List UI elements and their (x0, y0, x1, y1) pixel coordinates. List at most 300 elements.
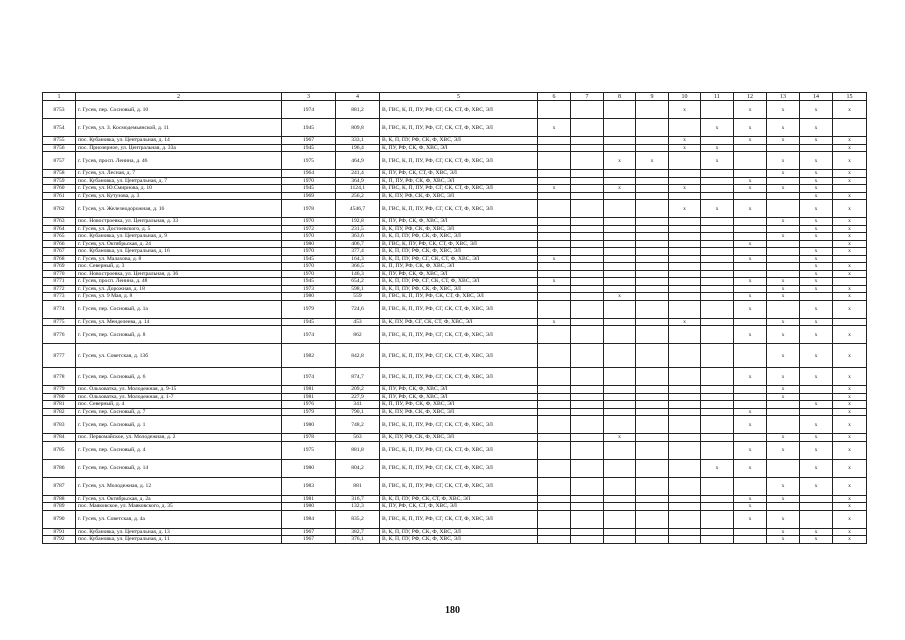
mark-cell-col-10 (669, 459, 701, 477)
mark-cell-col-10 (669, 528, 701, 536)
column-number-7: 7 (571, 93, 604, 101)
mark-cell-col-11 (701, 218, 734, 226)
mark-cell-col-10: x (669, 200, 701, 218)
table-row (43, 144, 867, 152)
table-row (43, 386, 867, 394)
mark-cell-col-14: x (800, 225, 833, 233)
mark-cell-col-11 (701, 293, 734, 301)
mark-cell-col-9 (636, 137, 669, 145)
table-row (43, 185, 867, 193)
mark-cell-col-8 (604, 101, 636, 119)
mark-cell-col-12: x (734, 459, 767, 477)
area-cell: 748,2 (336, 416, 380, 434)
address-cell: г. Гусев, ул. Железнодорожная, д. 16 (76, 200, 282, 218)
table-row (43, 293, 867, 301)
year-cell: 1979 (282, 408, 336, 416)
mark-cell-col-14 (800, 240, 833, 248)
mark-cell-col-6 (538, 177, 571, 185)
address-cell: пос. Кубановка, ул. Центральная, д. 13 (76, 528, 282, 536)
mark-cell-col-14: x (800, 233, 833, 241)
mark-cell-col-12: x (734, 177, 767, 185)
systems-cell: В, К, П, ПУ, РФ, СК, СТ, Ф, ХВС, ЭЛ (380, 495, 538, 503)
area-cell: 364,9 (336, 177, 380, 185)
systems-cell: В, ГВС, К, П, ПУ, РФ, СГ, СК, СТ, Ф, ХВС, ЭЛ (380, 101, 538, 119)
mark-cell-col-12: x (734, 368, 767, 386)
systems-cell: В, ГВС, К, ПУ, РФ, СК, СТ, Ф, ХВС, ЭЛ (380, 240, 538, 248)
year-cell: 1967 (282, 536, 336, 544)
mark-cell-col-10 (669, 326, 701, 344)
mark-cell-col-11 (701, 300, 734, 318)
year-cell: 1975 (282, 441, 336, 459)
mark-cell-col-12: x (734, 416, 767, 434)
mark-cell-col-14: x (800, 344, 833, 368)
mark-cell-col-10 (669, 401, 701, 409)
record-number: 8767 (43, 248, 76, 256)
record-number: 8758 (43, 170, 76, 178)
address-cell: г. Гусев, просп. Ленина, д. 46 (76, 152, 282, 170)
mark-cell-col-10 (669, 393, 701, 401)
address-cell: г. Гусев, пер. Сосновый, д. 6 (76, 368, 282, 386)
mark-cell-col-10 (669, 170, 701, 178)
mark-cell-col-9 (636, 101, 669, 119)
mark-cell-col-13: x (767, 152, 800, 170)
area-cell: 881,8 (336, 441, 380, 459)
year-cell: 1978 (282, 434, 336, 442)
year-cell: 1970 (282, 270, 336, 278)
mark-cell-col-9 (636, 416, 669, 434)
mark-cell-col-14: x (800, 218, 833, 226)
systems-cell: В, К, П, ПУ, РФ, СК, Ф, ХВС, ЭЛ (380, 536, 538, 544)
area-cell: 874,7 (336, 368, 380, 386)
mark-cell-col-10 (669, 536, 701, 544)
table-row (43, 503, 867, 511)
mark-cell-col-12: x (734, 240, 767, 248)
year-cell: 1980 (282, 293, 336, 301)
area-cell: 654,2 (336, 278, 380, 286)
mark-cell-col-9 (636, 528, 669, 536)
mark-cell-col-15: x (833, 393, 867, 401)
area-cell: 376,1 (336, 536, 380, 544)
mark-cell-col-15: x (833, 401, 867, 409)
mark-cell-col-10 (669, 477, 701, 495)
mark-cell-col-13 (767, 240, 800, 248)
table-row (43, 510, 867, 528)
area-cell: 146,3 (336, 270, 380, 278)
mark-cell-col-6 (538, 536, 571, 544)
mark-cell-col-12 (734, 285, 767, 293)
year-cell: 1981 (282, 386, 336, 394)
mark-cell-col-14: x (800, 255, 833, 263)
mark-cell-col-7 (571, 248, 604, 256)
mark-cell-col-14: x (800, 300, 833, 318)
mark-cell-col-10 (669, 119, 701, 137)
mark-cell-col-11 (701, 344, 734, 368)
mark-cell-col-9 (636, 393, 669, 401)
mark-cell-col-6 (538, 408, 571, 416)
area-cell: 790,1 (336, 408, 380, 416)
record-number: 8766 (43, 240, 76, 248)
year-cell: 1945 (282, 318, 336, 326)
mark-cell-col-14: x (800, 477, 833, 495)
mark-cell-col-12 (734, 386, 767, 394)
mark-cell-col-6 (538, 233, 571, 241)
mark-cell-col-6 (538, 144, 571, 152)
mark-cell-col-10 (669, 152, 701, 170)
mark-cell-col-13 (767, 408, 800, 416)
mark-cell-col-14: x (800, 368, 833, 386)
mark-cell-col-9 (636, 218, 669, 226)
mark-cell-col-6: x (538, 318, 571, 326)
mark-cell-col-6 (538, 416, 571, 434)
area-cell: 341 (336, 401, 380, 409)
year-cell: 1964 (282, 170, 336, 178)
address-cell: г. Гусев, ул. 9 Мая, д. 8 (76, 293, 282, 301)
mark-cell-col-7 (571, 233, 604, 241)
mark-cell-col-14: x (800, 192, 833, 200)
mark-cell-col-12 (734, 144, 767, 152)
mark-cell-col-14: x (800, 441, 833, 459)
area-cell: 559 (336, 293, 380, 301)
mark-cell-col-10 (669, 300, 701, 318)
mark-cell-col-6 (538, 192, 571, 200)
table-row (43, 225, 867, 233)
record-number: 8781 (43, 401, 76, 409)
mark-cell-col-8 (604, 192, 636, 200)
column-number-header-row (43, 93, 867, 101)
mark-cell-col-14: x (800, 318, 833, 326)
mark-cell-col-9 (636, 270, 669, 278)
mark-cell-col-8 (604, 177, 636, 185)
year-cell: 1969 (282, 192, 336, 200)
table-row (43, 240, 867, 248)
record-number: 8780 (43, 393, 76, 401)
mark-cell-col-13: x (767, 477, 800, 495)
record-number: 8779 (43, 386, 76, 394)
mark-cell-col-7 (571, 536, 604, 544)
systems-cell: В, ГВС, К, П, ПУ, РФ, СГ, СК, СТ, Ф, ХВС, ЭЛ (380, 416, 538, 434)
mark-cell-col-11: x (701, 459, 734, 477)
year-cell: 1974 (282, 101, 336, 119)
mark-cell-col-11 (701, 408, 734, 416)
mark-cell-col-15: x (833, 144, 867, 152)
mark-cell-col-7 (571, 137, 604, 145)
area-cell: 1124,1 (336, 185, 380, 193)
record-number: 8786 (43, 459, 76, 477)
mark-cell-col-7 (571, 152, 604, 170)
area-cell: 192,8 (336, 218, 380, 226)
mark-cell-col-9 (636, 318, 669, 326)
systems-cell: В, ГВС, К, П, ПУ, РФ, СГ, СК, СТ, Ф, ХВС, ЭЛ (380, 185, 538, 193)
table-row (43, 233, 867, 241)
mark-cell-col-8 (604, 495, 636, 503)
mark-cell-col-15: x (833, 386, 867, 394)
table-row (43, 459, 867, 477)
mark-cell-col-8 (604, 326, 636, 344)
mark-cell-col-15: x (833, 495, 867, 503)
mark-cell-col-7 (571, 326, 604, 344)
record-number: 8789 (43, 503, 76, 511)
mark-cell-col-12: x (734, 326, 767, 344)
mark-cell-col-14: x (800, 119, 833, 137)
mark-cell-col-14 (800, 144, 833, 152)
mark-cell-col-14 (800, 393, 833, 401)
area-cell: 316,7 (336, 495, 380, 503)
mark-cell-col-13: x (767, 528, 800, 536)
systems-cell: В, ГВС, К, П, ПУ, РФ, СГ, СК, СТ, Ф, ХВС, ЭЛ (380, 119, 538, 137)
record-number: 8782 (43, 408, 76, 416)
mark-cell-col-9 (636, 285, 669, 293)
mark-cell-col-14 (800, 293, 833, 301)
mark-cell-col-6 (538, 285, 571, 293)
mark-cell-col-6 (538, 240, 571, 248)
mark-cell-col-8: x (604, 152, 636, 170)
mark-cell-col-7 (571, 300, 604, 318)
mark-cell-col-11 (701, 434, 734, 442)
year-cell: 1970 (282, 177, 336, 185)
systems-cell: В, К, П, ПУ, РФ, СК, Ф, ХВС, ЭЛ (380, 248, 538, 256)
area-cell: 333,1 (336, 137, 380, 145)
record-number: 8764 (43, 225, 76, 233)
mark-cell-col-8 (604, 278, 636, 286)
systems-cell: К, ПУ, РФ, СК, Ф, ХВС, ЭЛ (380, 386, 538, 394)
address-cell: г. Гусев, пер. Сосновый, д. 1 (76, 416, 282, 434)
mark-cell-col-6 (538, 300, 571, 318)
mark-cell-col-8 (604, 270, 636, 278)
mark-cell-col-9 (636, 119, 669, 137)
mark-cell-col-13 (767, 144, 800, 152)
mark-cell-col-6 (538, 170, 571, 178)
year-cell: 1975 (282, 152, 336, 170)
year-cell: 1970 (282, 263, 336, 271)
column-number-4: 4 (336, 93, 380, 101)
year-cell: 1945 (282, 119, 336, 137)
mark-cell-col-13: x (767, 170, 800, 178)
mark-cell-col-15: x (833, 408, 867, 416)
mark-cell-col-7 (571, 144, 604, 152)
mark-cell-col-12 (734, 434, 767, 442)
mark-cell-col-15: x (833, 240, 867, 248)
mark-cell-col-11 (701, 137, 734, 145)
record-number: 8785 (43, 441, 76, 459)
mark-cell-col-11 (701, 278, 734, 286)
systems-cell: В, К, ПУ, РФ, СГ, СК, СТ, Ф, ХВС, ЭЛ (380, 318, 538, 326)
mark-cell-col-14: x (800, 278, 833, 286)
address-cell: пос. Приозерное, ул. Центральная, д. 33а (76, 144, 282, 152)
mark-cell-col-8 (604, 170, 636, 178)
registry-table-container (42, 92, 853, 544)
mark-cell-col-14: x (800, 285, 833, 293)
mark-cell-col-11 (701, 225, 734, 233)
mark-cell-col-13 (767, 200, 800, 218)
mark-cell-col-9 (636, 344, 669, 368)
mark-cell-col-7 (571, 278, 604, 286)
record-number: 8771 (43, 278, 76, 286)
area-cell: 377,4 (336, 248, 380, 256)
mark-cell-col-15: x (833, 248, 867, 256)
mark-cell-col-10 (669, 503, 701, 511)
record-number: 8774 (43, 300, 76, 318)
year-cell: 1972 (282, 225, 336, 233)
table-row (43, 318, 867, 326)
mark-cell-col-14: x (800, 326, 833, 344)
column-number-6: 6 (538, 93, 571, 101)
mark-cell-col-11 (701, 401, 734, 409)
record-number: 8763 (43, 218, 76, 226)
table-row (43, 255, 867, 263)
mark-cell-col-8 (604, 503, 636, 511)
year-cell: 1945 (282, 185, 336, 193)
address-cell: г. Гусев, ул. Достоевского, д. 5 (76, 225, 282, 233)
mark-cell-col-9 (636, 144, 669, 152)
mark-cell-col-7 (571, 285, 604, 293)
mark-cell-col-7 (571, 218, 604, 226)
mark-cell-col-13: x (767, 318, 800, 326)
mark-cell-col-9: x (636, 152, 669, 170)
mark-cell-col-12 (734, 192, 767, 200)
address-cell: г. Гусев, ул. Лесная, д. 7 (76, 170, 282, 178)
mark-cell-col-7 (571, 401, 604, 409)
year-cell: 1980 (282, 416, 336, 434)
mark-cell-col-9 (636, 278, 669, 286)
mark-cell-col-12: x (734, 200, 767, 218)
mark-cell-col-7 (571, 386, 604, 394)
year-cell: 1970 (282, 233, 336, 241)
area-cell: 406,7 (336, 240, 380, 248)
address-cell: г. Гусев, ул. Кутузова, д. 3 (76, 192, 282, 200)
mark-cell-col-7 (571, 495, 604, 503)
mark-cell-col-9 (636, 248, 669, 256)
mark-cell-col-7 (571, 177, 604, 185)
mark-cell-col-6 (538, 401, 571, 409)
mark-cell-col-6: x (538, 255, 571, 263)
mark-cell-col-15: x (833, 300, 867, 318)
mark-cell-col-6 (538, 503, 571, 511)
systems-cell: В, К, П, ПУ, РФ, СК, Ф, ХВС, ЭЛ (380, 137, 538, 145)
mark-cell-col-7 (571, 441, 604, 459)
systems-cell: В, ГВС, К, П, ПУ, РФ, СГ, СК, СТ, Ф, ХВС, ЭЛ (380, 200, 538, 218)
mark-cell-col-15: x (833, 344, 867, 368)
mark-cell-col-8 (604, 200, 636, 218)
mark-cell-col-7 (571, 185, 604, 193)
address-cell: г. Гусев, ул. Октябрьская, д. 2а (76, 495, 282, 503)
year-cell: 1945 (282, 255, 336, 263)
mark-cell-col-13: x (767, 441, 800, 459)
record-number: 8759 (43, 177, 76, 185)
mark-cell-col-10 (669, 416, 701, 434)
area-cell: 598,1 (336, 285, 380, 293)
mark-cell-col-13 (767, 192, 800, 200)
mark-cell-col-15: x (833, 416, 867, 434)
mark-cell-col-13: x (767, 233, 800, 241)
address-cell: г. Гусев, пер. Сосновый, д. 10 (76, 101, 282, 119)
mark-cell-col-9 (636, 170, 669, 178)
year-cell: 1980 (282, 459, 336, 477)
mark-cell-col-15 (833, 318, 867, 326)
record-number: 8769 (43, 263, 76, 271)
mark-cell-col-15: x (833, 225, 867, 233)
mark-cell-col-6 (538, 528, 571, 536)
page-number: 180 (445, 605, 460, 616)
column-number-8: 8 (604, 93, 636, 101)
mark-cell-col-6 (538, 263, 571, 271)
address-cell: пос. Кубановка, ул. Центральная, д. 9 (76, 233, 282, 241)
mark-cell-col-7 (571, 510, 604, 528)
mark-cell-col-9 (636, 459, 669, 477)
mark-cell-col-9 (636, 536, 669, 544)
column-number-14: 14 (800, 93, 833, 101)
record-number: 8754 (43, 119, 76, 137)
mark-cell-col-7 (571, 101, 604, 119)
record-number: 8768 (43, 255, 76, 263)
mark-cell-col-6 (538, 101, 571, 119)
mark-cell-col-8 (604, 285, 636, 293)
mark-cell-col-6 (538, 137, 571, 145)
mark-cell-col-11 (701, 240, 734, 248)
mark-cell-col-12 (734, 344, 767, 368)
mark-cell-col-8 (604, 144, 636, 152)
area-cell: 132,3 (336, 503, 380, 511)
column-number-11: 11 (701, 93, 734, 101)
mark-cell-col-14: x (800, 152, 833, 170)
mark-cell-col-13: x (767, 285, 800, 293)
address-cell: г. Гусев, пер. Сосновый, д. 1а (76, 300, 282, 318)
mark-cell-col-9 (636, 368, 669, 386)
mark-cell-col-9 (636, 510, 669, 528)
mark-cell-col-12: x (734, 300, 767, 318)
area-cell: 4546,7 (336, 200, 380, 218)
mark-cell-col-9 (636, 240, 669, 248)
mark-cell-col-14: x (800, 170, 833, 178)
mark-cell-col-6: x (538, 119, 571, 137)
table-row (43, 263, 867, 271)
systems-cell: В, ГВС, К, П, ПУ, РФ, СК, СТ, Ф, ХВС, ЭЛ (380, 293, 538, 301)
area-cell: 256,2 (336, 192, 380, 200)
mark-cell-col-14: x (800, 459, 833, 477)
mark-cell-col-7 (571, 270, 604, 278)
mark-cell-col-6 (538, 495, 571, 503)
mark-cell-col-13: x (767, 386, 800, 394)
table-row (43, 326, 867, 344)
mark-cell-col-12 (734, 393, 767, 401)
mark-cell-col-11 (701, 318, 734, 326)
year-cell: 1979 (282, 300, 336, 318)
address-cell: пос. Северный, д. 3 (76, 263, 282, 271)
mark-cell-col-9 (636, 263, 669, 271)
mark-cell-col-10 (669, 408, 701, 416)
address-cell: г. Гусев, ул. Дорожная, д. 18 (76, 285, 282, 293)
mark-cell-col-7 (571, 293, 604, 301)
record-number: 8776 (43, 326, 76, 344)
mark-cell-col-8 (604, 218, 636, 226)
mark-cell-col-10 (669, 285, 701, 293)
record-number: 8778 (43, 368, 76, 386)
systems-cell: К, ПУ, РФ, СК, Ф, ХВС, ЭЛ (380, 218, 538, 226)
table-row (43, 278, 867, 286)
mark-cell-col-12 (734, 318, 767, 326)
mark-cell-col-9 (636, 233, 669, 241)
mark-cell-col-11 (701, 441, 734, 459)
record-number: 8784 (43, 434, 76, 442)
column-number-5: 5 (380, 93, 538, 101)
mark-cell-col-10: x (669, 318, 701, 326)
address-cell: г. Гусев, ул. Октябрьская, д. 24 (76, 240, 282, 248)
area-cell: 804,2 (336, 459, 380, 477)
mark-cell-col-15: x (833, 326, 867, 344)
systems-cell: В, К, П, ПУ, РФ, СК, Ф, ХВС, ЭЛ (380, 285, 538, 293)
systems-cell: В, ГВС, К, П, ПУ, РФ, СГ, СК, СТ, Ф, ХВС, ЭЛ (380, 368, 538, 386)
year-cell: 1970 (282, 248, 336, 256)
area-cell: 809,8 (336, 119, 380, 137)
